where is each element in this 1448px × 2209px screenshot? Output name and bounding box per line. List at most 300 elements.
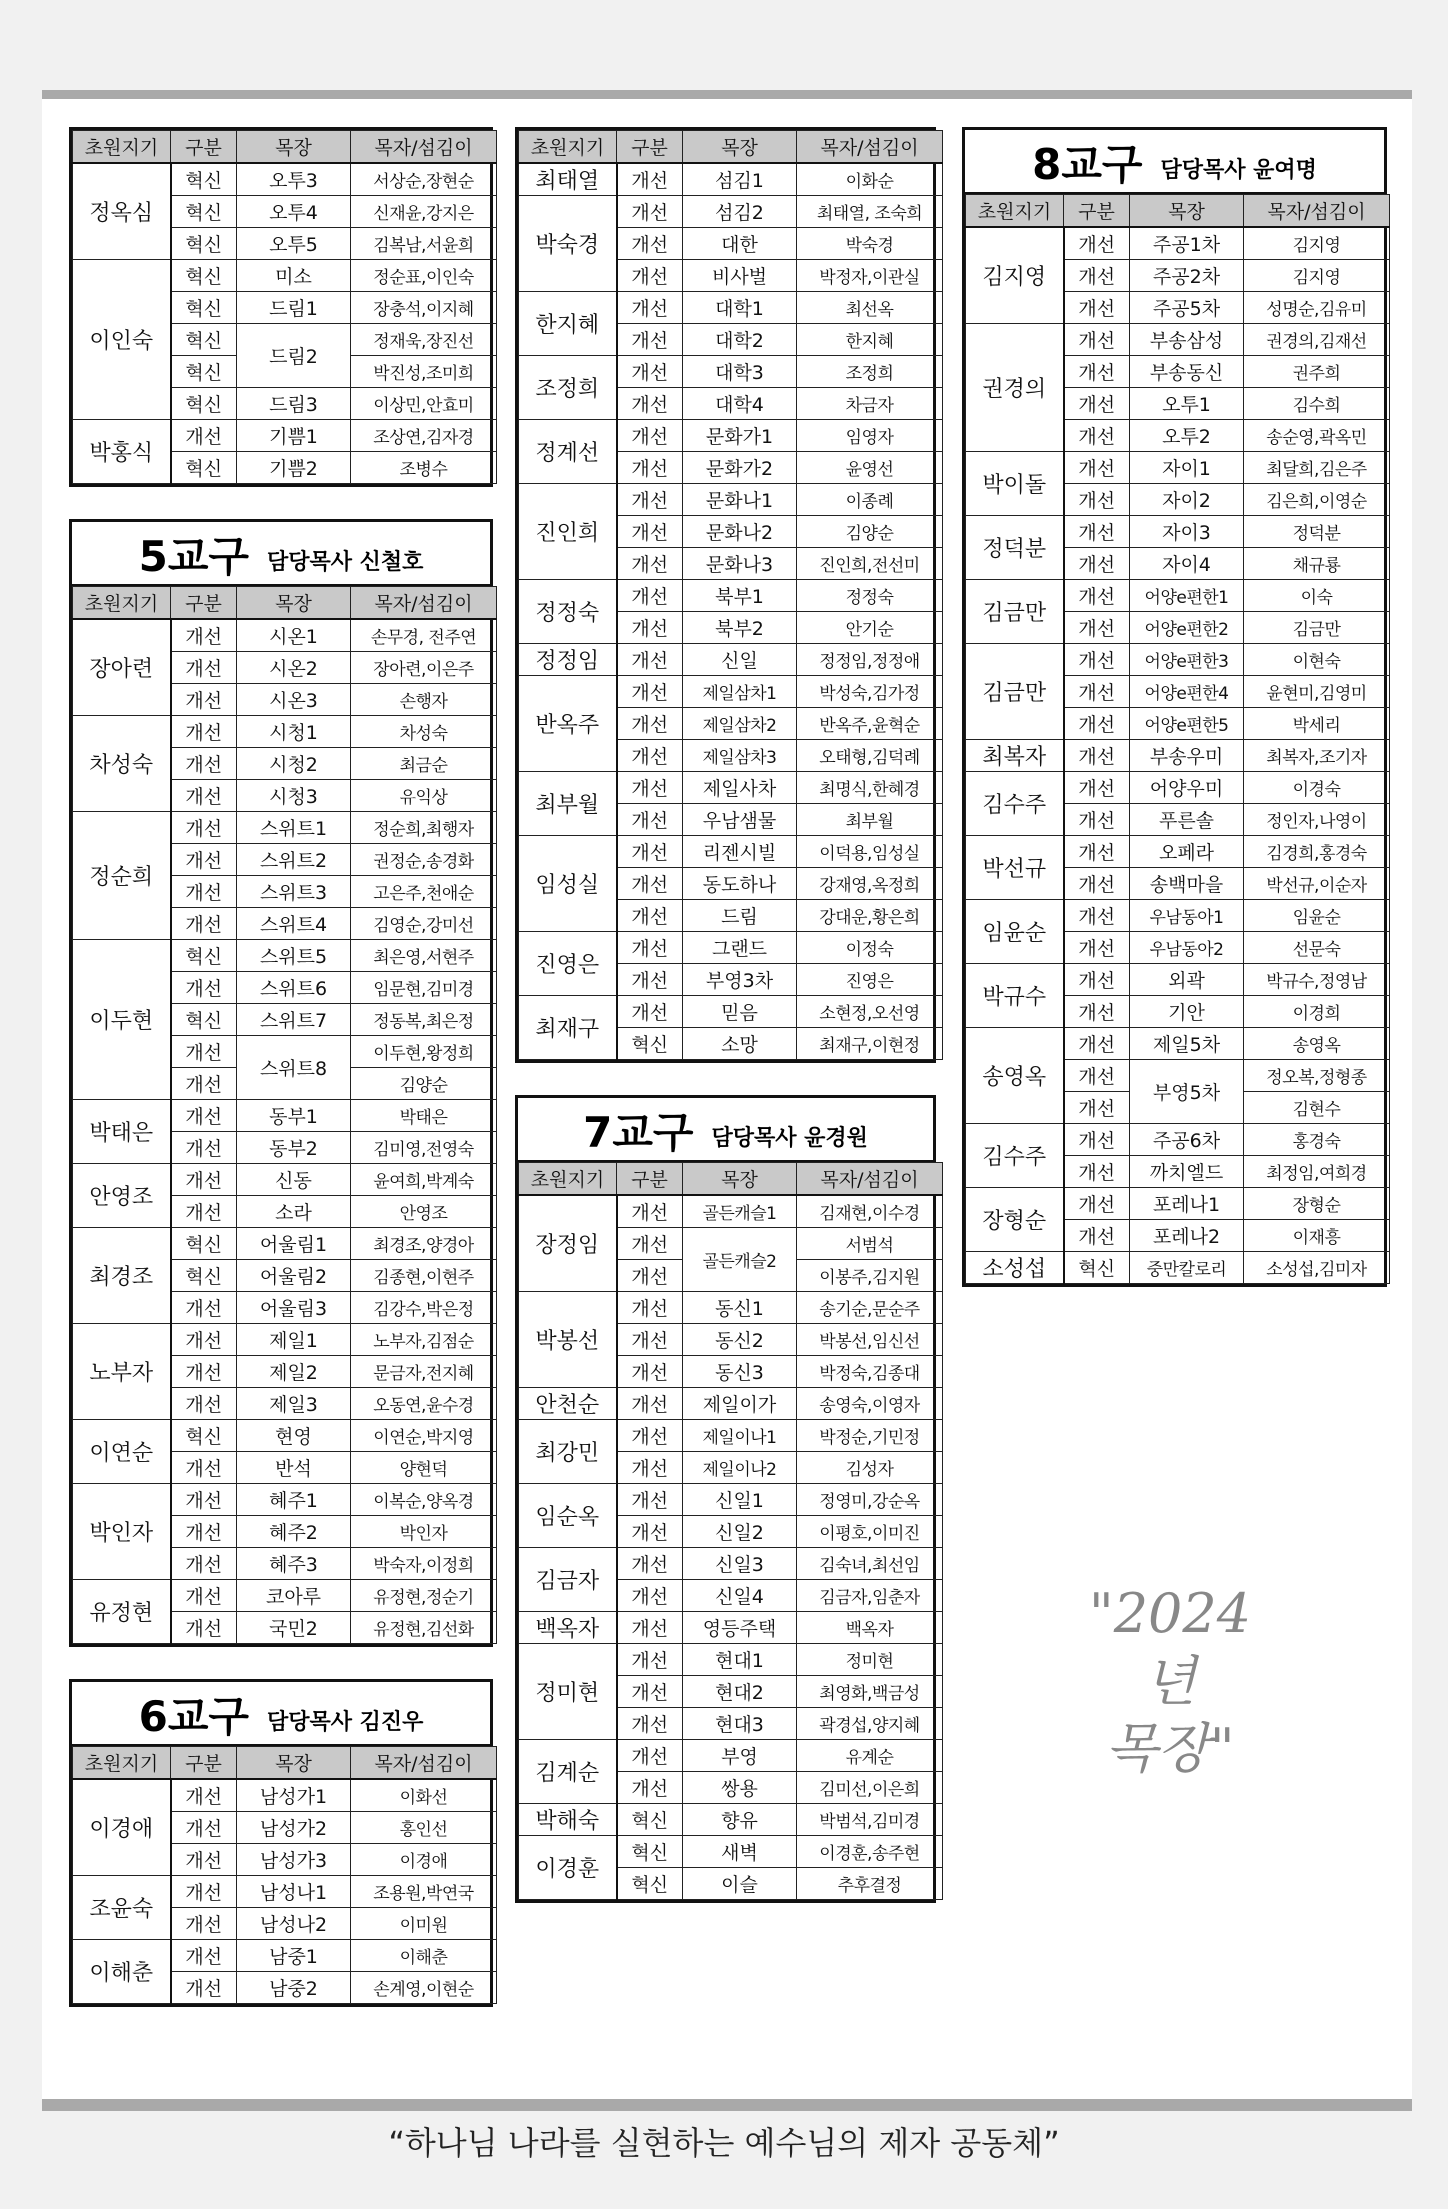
shepherd-cell: 김미선,이은희 (797, 1772, 943, 1804)
header-cell: 목자/섬김이 (351, 1747, 497, 1780)
group-cell: 대한 (683, 228, 797, 260)
shepherd-cell: 문금자,전지혜 (351, 1356, 497, 1388)
group-cell: 혜주3 (237, 1548, 351, 1580)
shepherd-cell: 김경희,홍경숙 (1244, 836, 1390, 868)
table-row (73, 1100, 497, 1132)
table-row (73, 940, 497, 972)
shepherd-cell: 조상연,김자경 (351, 420, 497, 452)
district-title (518, 1098, 933, 1162)
type-cell: 개선 (171, 1516, 237, 1548)
group-cell: 우남동아2 (1130, 932, 1244, 964)
type-cell: 개선 (171, 1779, 237, 1812)
leader-cell: 이두현 (73, 940, 171, 1100)
group-cell: 신일 (683, 644, 797, 676)
shepherd-cell: 최선옥 (797, 292, 943, 324)
type-cell: 개선 (1064, 260, 1130, 292)
type-cell: 개선 (617, 1195, 683, 1228)
table-row (519, 1804, 943, 1836)
type-cell: 개선 (617, 260, 683, 292)
leader-cell: 안천순 (519, 1388, 617, 1420)
shepherd-cell: 임윤순 (1244, 900, 1390, 932)
group-cell: 남성가2 (237, 1812, 351, 1844)
group-cell: 푸른솔 (1130, 804, 1244, 836)
type-cell: 개선 (1064, 324, 1130, 356)
shepherd-cell: 이경훈,송주현 (797, 1836, 943, 1868)
group-cell: 쌍용 (683, 1772, 797, 1804)
header-cell: 초원지기 (966, 195, 1064, 228)
type-cell: 개선 (171, 716, 237, 748)
group-cell: 골든캐슬1 (683, 1195, 797, 1228)
type-cell: 개선 (1064, 772, 1130, 804)
group-cell: 포레나1 (1130, 1188, 1244, 1220)
table-row (519, 1292, 943, 1324)
header-cell: 초원지기 (73, 587, 171, 620)
shepherd-cell: 박숙경 (797, 228, 943, 260)
group-cell: 자이1 (1130, 452, 1244, 484)
shepherd-cell: 이상민,안효미 (351, 388, 497, 420)
leader-cell: 정덕분 (966, 516, 1064, 580)
type-cell: 개선 (1064, 740, 1130, 772)
table-row (519, 772, 943, 804)
type-cell: 개선 (171, 1876, 237, 1908)
group-cell: 중만칼로리 (1130, 1252, 1244, 1284)
shepherd-cell: 김종현,이현주 (351, 1260, 497, 1292)
type-cell: 개선 (171, 1068, 237, 1100)
type-cell: 혁신 (171, 228, 237, 260)
table-row (519, 932, 943, 964)
group-cell: 신일3 (683, 1548, 797, 1580)
type-cell: 혁신 (617, 1804, 683, 1836)
type-cell: 개선 (1064, 292, 1130, 324)
shepherd-cell: 정덕분 (1244, 516, 1390, 548)
leader-cell: 정정임 (519, 644, 617, 676)
table-row (73, 1420, 497, 1452)
shepherd-cell: 김지영 (1244, 227, 1390, 260)
group-cell: 남성나1 (237, 1876, 351, 1908)
table-row (73, 1164, 497, 1196)
shepherd-cell: 김은희,이영순 (1244, 484, 1390, 516)
group-cell: 동부2 (237, 1132, 351, 1164)
shepherd-cell: 정오복,정형종 (1244, 1060, 1390, 1092)
group-cell: 제일이나2 (683, 1452, 797, 1484)
year-note-line-2: 목장" (1105, 1717, 1235, 1780)
district-block-4 (69, 127, 493, 487)
roster-table (72, 586, 497, 1644)
group-cell: 제일3 (237, 1388, 351, 1420)
table-row (73, 1580, 497, 1612)
type-cell: 개선 (171, 1036, 237, 1068)
district-title (72, 522, 490, 586)
type-cell: 개선 (1064, 548, 1130, 580)
type-cell: 개선 (617, 484, 683, 516)
group-cell: 기쁨2 (237, 452, 351, 484)
shepherd-cell: 이정숙 (797, 932, 943, 964)
group-cell: 우남샘물 (683, 804, 797, 836)
shepherd-cell: 권주희 (1244, 356, 1390, 388)
header-cell: 목자/섬김이 (797, 131, 943, 164)
group-cell: 제일이나1 (683, 1420, 797, 1452)
district-pastor: 담당목사 윤여명 (1160, 158, 1317, 184)
shepherd-cell: 김금만 (1244, 612, 1390, 644)
shepherd-cell: 이현숙 (1244, 644, 1390, 676)
shepherd-cell: 소성섭,김미자 (1244, 1252, 1390, 1284)
shepherd-cell: 송기순,문순주 (797, 1292, 943, 1324)
leader-cell: 노부자 (73, 1324, 171, 1420)
type-cell: 개선 (171, 1548, 237, 1580)
table-row (966, 644, 1390, 676)
group-cell: 드림1 (237, 292, 351, 324)
shepherd-cell: 최은영,서현주 (351, 940, 497, 972)
shepherd-cell: 이재흥 (1244, 1220, 1390, 1252)
group-cell: 대학4 (683, 388, 797, 420)
type-cell: 혁신 (171, 324, 237, 356)
group-cell: 어양e편한5 (1130, 708, 1244, 740)
shepherd-cell: 박선규,이순자 (1244, 868, 1390, 900)
type-cell: 혁신 (617, 1028, 683, 1060)
leader-cell: 정계선 (519, 420, 617, 484)
group-cell: 제일사차 (683, 772, 797, 804)
group-cell: 제일1 (237, 1324, 351, 1356)
table-row (73, 716, 497, 748)
group-cell: 동부1 (237, 1100, 351, 1132)
group-cell: 제일5차 (1130, 1028, 1244, 1060)
group-cell: 신일1 (683, 1484, 797, 1516)
table-row (519, 1644, 943, 1676)
shepherd-cell: 정재욱,장진선 (351, 324, 497, 356)
table-row (73, 1324, 497, 1356)
leader-cell: 진인희 (519, 484, 617, 580)
group-cell: 드림3 (237, 388, 351, 420)
district-pastor: 담당목사 신철호 (266, 550, 424, 576)
type-cell: 개선 (171, 1132, 237, 1164)
header-cell: 구분 (617, 1163, 683, 1196)
header-cell: 목장 (237, 587, 351, 620)
table-row (966, 964, 1390, 996)
type-cell: 혁신 (171, 1004, 237, 1036)
group-cell: 대학2 (683, 324, 797, 356)
header-cell: 목자/섬김이 (797, 1163, 943, 1196)
group-cell: 스위트2 (237, 844, 351, 876)
group-cell: 스위트1 (237, 812, 351, 844)
header-cell: 구분 (617, 131, 683, 164)
leader-cell: 박숙경 (519, 196, 617, 292)
type-cell: 개선 (617, 228, 683, 260)
roster-table (72, 1746, 497, 2004)
shepherd-cell: 손행자 (351, 684, 497, 716)
group-cell: 북부2 (683, 612, 797, 644)
shepherd-cell: 이연순,박지영 (351, 1420, 497, 1452)
group-cell: 그랜드 (683, 932, 797, 964)
group-cell: 남중2 (237, 1972, 351, 2004)
group-cell: 기안 (1130, 996, 1244, 1028)
table-row (519, 1612, 943, 1644)
leader-cell: 박봉선 (519, 1292, 617, 1388)
shepherd-cell: 박정순,기민정 (797, 1420, 943, 1452)
group-cell: 남중1 (237, 1940, 351, 1972)
table-row (519, 1836, 943, 1868)
leader-cell: 최부월 (519, 772, 617, 836)
shepherd-cell: 김복남,서윤희 (351, 228, 497, 260)
table-row (73, 619, 497, 652)
shepherd-cell: 손무경, 전주연 (351, 619, 497, 652)
type-cell: 개선 (1064, 1060, 1130, 1092)
group-cell: 신동 (237, 1164, 351, 1196)
table-row (73, 1779, 497, 1812)
shepherd-cell: 이경애 (351, 1844, 497, 1876)
group-cell: 혜주2 (237, 1516, 351, 1548)
header-cell: 목자/섬김이 (351, 587, 497, 620)
shepherd-cell: 홍인선 (351, 1812, 497, 1844)
table-row (966, 1252, 1390, 1284)
table-row (73, 1228, 497, 1260)
group-cell: 오투3 (237, 163, 351, 196)
type-cell: 개선 (1064, 868, 1130, 900)
group-cell: 섬김2 (683, 196, 797, 228)
group-cell: 제일삼차3 (683, 740, 797, 772)
shepherd-cell: 김현수 (1244, 1092, 1390, 1124)
type-cell: 개선 (617, 356, 683, 388)
group-cell: 북부1 (683, 580, 797, 612)
group-cell: 남성가1 (237, 1779, 351, 1812)
shepherd-cell: 김수희 (1244, 388, 1390, 420)
shepherd-cell: 소현정,오선영 (797, 996, 943, 1028)
header-cell: 목장 (237, 131, 351, 164)
shepherd-cell: 진영은 (797, 964, 943, 996)
leader-cell: 박해숙 (519, 1804, 617, 1836)
type-cell: 개선 (617, 1260, 683, 1292)
shepherd-cell: 최영화,백금성 (797, 1676, 943, 1708)
group-cell: 부송삼성 (1130, 324, 1244, 356)
group-cell: 외곽 (1130, 964, 1244, 996)
page-top-border (42, 90, 1412, 99)
type-cell: 개선 (617, 1676, 683, 1708)
group-cell: 주공5차 (1130, 292, 1244, 324)
shepherd-cell: 백옥자 (797, 1612, 943, 1644)
type-cell: 개선 (171, 684, 237, 716)
header-cell: 초원지기 (519, 131, 617, 164)
group-cell: 영등주택 (683, 1612, 797, 1644)
leader-cell: 김지영 (966, 227, 1064, 324)
table-row (519, 1195, 943, 1228)
group-cell: 스위트4 (237, 908, 351, 940)
shepherd-cell: 서범석 (797, 1228, 943, 1260)
type-cell: 개선 (1064, 356, 1130, 388)
group-cell: 스위트6 (237, 972, 351, 1004)
district-number: 7교구 (583, 1108, 694, 1157)
shepherd-cell: 최경조,양경아 (351, 1228, 497, 1260)
group-cell: 기쁨1 (237, 420, 351, 452)
shepherd-cell: 정정숙 (797, 580, 943, 612)
header-cell: 초원지기 (73, 1747, 171, 1780)
group-cell: 어울림2 (237, 1260, 351, 1292)
shepherd-cell: 조정희 (797, 356, 943, 388)
header-cell: 목자/섬김이 (1244, 195, 1390, 228)
district-block-7 (515, 1095, 936, 1903)
type-cell: 개선 (617, 580, 683, 612)
type-cell: 개선 (171, 876, 237, 908)
type-cell: 개선 (171, 972, 237, 1004)
group-cell: 현대3 (683, 1708, 797, 1740)
group-cell: 반석 (237, 1452, 351, 1484)
type-cell: 혁신 (617, 1836, 683, 1868)
group-cell: 오투4 (237, 196, 351, 228)
type-cell: 개선 (1064, 1092, 1130, 1124)
header-cell: 구분 (171, 1747, 237, 1780)
header-cell: 구분 (1064, 195, 1130, 228)
type-cell: 개선 (171, 1612, 237, 1644)
group-cell: 골든캐슬2 (683, 1228, 797, 1292)
type-cell: 개선 (171, 780, 237, 812)
type-cell: 개선 (617, 452, 683, 484)
header-cell: 구분 (171, 131, 237, 164)
type-cell: 개선 (171, 1292, 237, 1324)
shepherd-cell: 진인희,전선미 (797, 548, 943, 580)
shepherd-cell: 이경희 (1244, 996, 1390, 1028)
table-row (966, 836, 1390, 868)
table-row (519, 163, 943, 196)
group-cell: 시청2 (237, 748, 351, 780)
type-cell: 개선 (617, 1388, 683, 1420)
shepherd-cell: 임영자 (797, 420, 943, 452)
group-cell: 어울림3 (237, 1292, 351, 1324)
type-cell: 개선 (617, 932, 683, 964)
table-row (966, 324, 1390, 356)
type-cell: 개선 (1064, 708, 1130, 740)
leader-cell: 조정희 (519, 356, 617, 420)
group-cell: 새벽 (683, 1836, 797, 1868)
shepherd-cell: 조용원,박연국 (351, 1876, 497, 1908)
table-row (519, 1548, 943, 1580)
group-cell: 어양e편한1 (1130, 580, 1244, 612)
type-cell: 개선 (171, 1100, 237, 1132)
shepherd-cell: 유계순 (797, 1740, 943, 1772)
table-row (966, 1124, 1390, 1156)
left-column (69, 127, 493, 2007)
shepherd-cell: 이평호,이미진 (797, 1516, 943, 1548)
type-cell: 개선 (1064, 996, 1130, 1028)
group-cell: 주공6차 (1130, 1124, 1244, 1156)
shepherd-cell: 최부월 (797, 804, 943, 836)
group-cell: 미소 (237, 260, 351, 292)
table-row (519, 1740, 943, 1772)
leader-cell: 최경조 (73, 1228, 171, 1324)
leader-cell: 김금자 (519, 1548, 617, 1612)
type-cell: 개선 (1064, 676, 1130, 708)
shepherd-cell: 김지영 (1244, 260, 1390, 292)
table-row (519, 644, 943, 676)
group-cell: 스위트7 (237, 1004, 351, 1036)
year-note (1070, 1580, 1270, 1783)
type-cell: 개선 (1064, 1028, 1130, 1060)
shepherd-cell: 정정임,정정애 (797, 644, 943, 676)
table-row (73, 260, 497, 292)
group-cell: 주공2차 (1130, 260, 1244, 292)
table-row (966, 1188, 1390, 1220)
group-cell: 시청1 (237, 716, 351, 748)
type-cell: 개선 (171, 1388, 237, 1420)
header-row (966, 195, 1390, 228)
header-cell: 목장 (683, 131, 797, 164)
type-cell: 개선 (617, 772, 683, 804)
type-cell: 개선 (171, 1324, 237, 1356)
group-cell: 제일이가 (683, 1388, 797, 1420)
table-row (73, 1484, 497, 1516)
type-cell: 혁신 (171, 940, 237, 972)
group-cell: 포레나2 (1130, 1220, 1244, 1252)
type-cell: 개선 (617, 1516, 683, 1548)
type-cell: 혁신 (171, 452, 237, 484)
district-block-5 (69, 519, 493, 1647)
type-cell: 개선 (171, 1908, 237, 1940)
type-cell: 개선 (617, 1740, 683, 1772)
type-cell: 개선 (1064, 516, 1130, 548)
type-cell: 개선 (617, 1580, 683, 1612)
group-cell: 믿음 (683, 996, 797, 1028)
group-cell: 드림2 (237, 324, 351, 388)
leader-cell: 차성숙 (73, 716, 171, 812)
header-cell: 목자/섬김이 (351, 131, 497, 164)
shepherd-cell: 이두현,왕정희 (351, 1036, 497, 1068)
leader-cell: 최강민 (519, 1420, 617, 1484)
district-number: 8교구 (1032, 140, 1143, 189)
type-cell: 개선 (617, 1612, 683, 1644)
shepherd-cell: 양현덕 (351, 1452, 497, 1484)
leader-cell: 최태열 (519, 163, 617, 196)
type-cell: 개선 (617, 1420, 683, 1452)
type-cell: 개선 (171, 1484, 237, 1516)
group-cell: 소망 (683, 1028, 797, 1060)
group-cell: 부영5차 (1130, 1060, 1244, 1124)
group-cell: 문화가2 (683, 452, 797, 484)
table-row (966, 740, 1390, 772)
leader-cell: 한지혜 (519, 292, 617, 356)
leader-cell: 송영옥 (966, 1028, 1064, 1124)
group-cell: 오페라 (1130, 836, 1244, 868)
middle-column (515, 127, 936, 1903)
leader-cell: 임성실 (519, 836, 617, 932)
group-cell: 자이3 (1130, 516, 1244, 548)
group-cell: 자이2 (1130, 484, 1244, 516)
group-cell: 부송우미 (1130, 740, 1244, 772)
type-cell: 개선 (617, 292, 683, 324)
shepherd-cell: 홍경숙 (1244, 1124, 1390, 1156)
group-cell: 동신3 (683, 1356, 797, 1388)
roster-table (965, 194, 1390, 1284)
leader-cell: 김수주 (966, 772, 1064, 836)
shepherd-cell: 안영조 (351, 1196, 497, 1228)
group-cell: 대학3 (683, 356, 797, 388)
group-cell: 현영 (237, 1420, 351, 1452)
roster-table (518, 130, 943, 1060)
table-row (519, 196, 943, 228)
leader-cell: 이인숙 (73, 260, 171, 420)
type-cell: 개선 (1064, 900, 1130, 932)
shepherd-cell: 정영미,강순옥 (797, 1484, 943, 1516)
type-cell: 개선 (617, 676, 683, 708)
group-cell: 리젠시빌 (683, 836, 797, 868)
leader-cell: 최재구 (519, 996, 617, 1060)
group-cell: 문화나2 (683, 516, 797, 548)
type-cell: 개선 (617, 196, 683, 228)
shepherd-cell: 장충석,이지혜 (351, 292, 497, 324)
type-cell: 개선 (1064, 1124, 1130, 1156)
type-cell: 개선 (171, 652, 237, 684)
header-cell: 초원지기 (519, 1163, 617, 1196)
group-cell: 자이4 (1130, 548, 1244, 580)
shepherd-cell: 김재현,이수경 (797, 1195, 943, 1228)
type-cell: 개선 (617, 900, 683, 932)
table-row (519, 580, 943, 612)
